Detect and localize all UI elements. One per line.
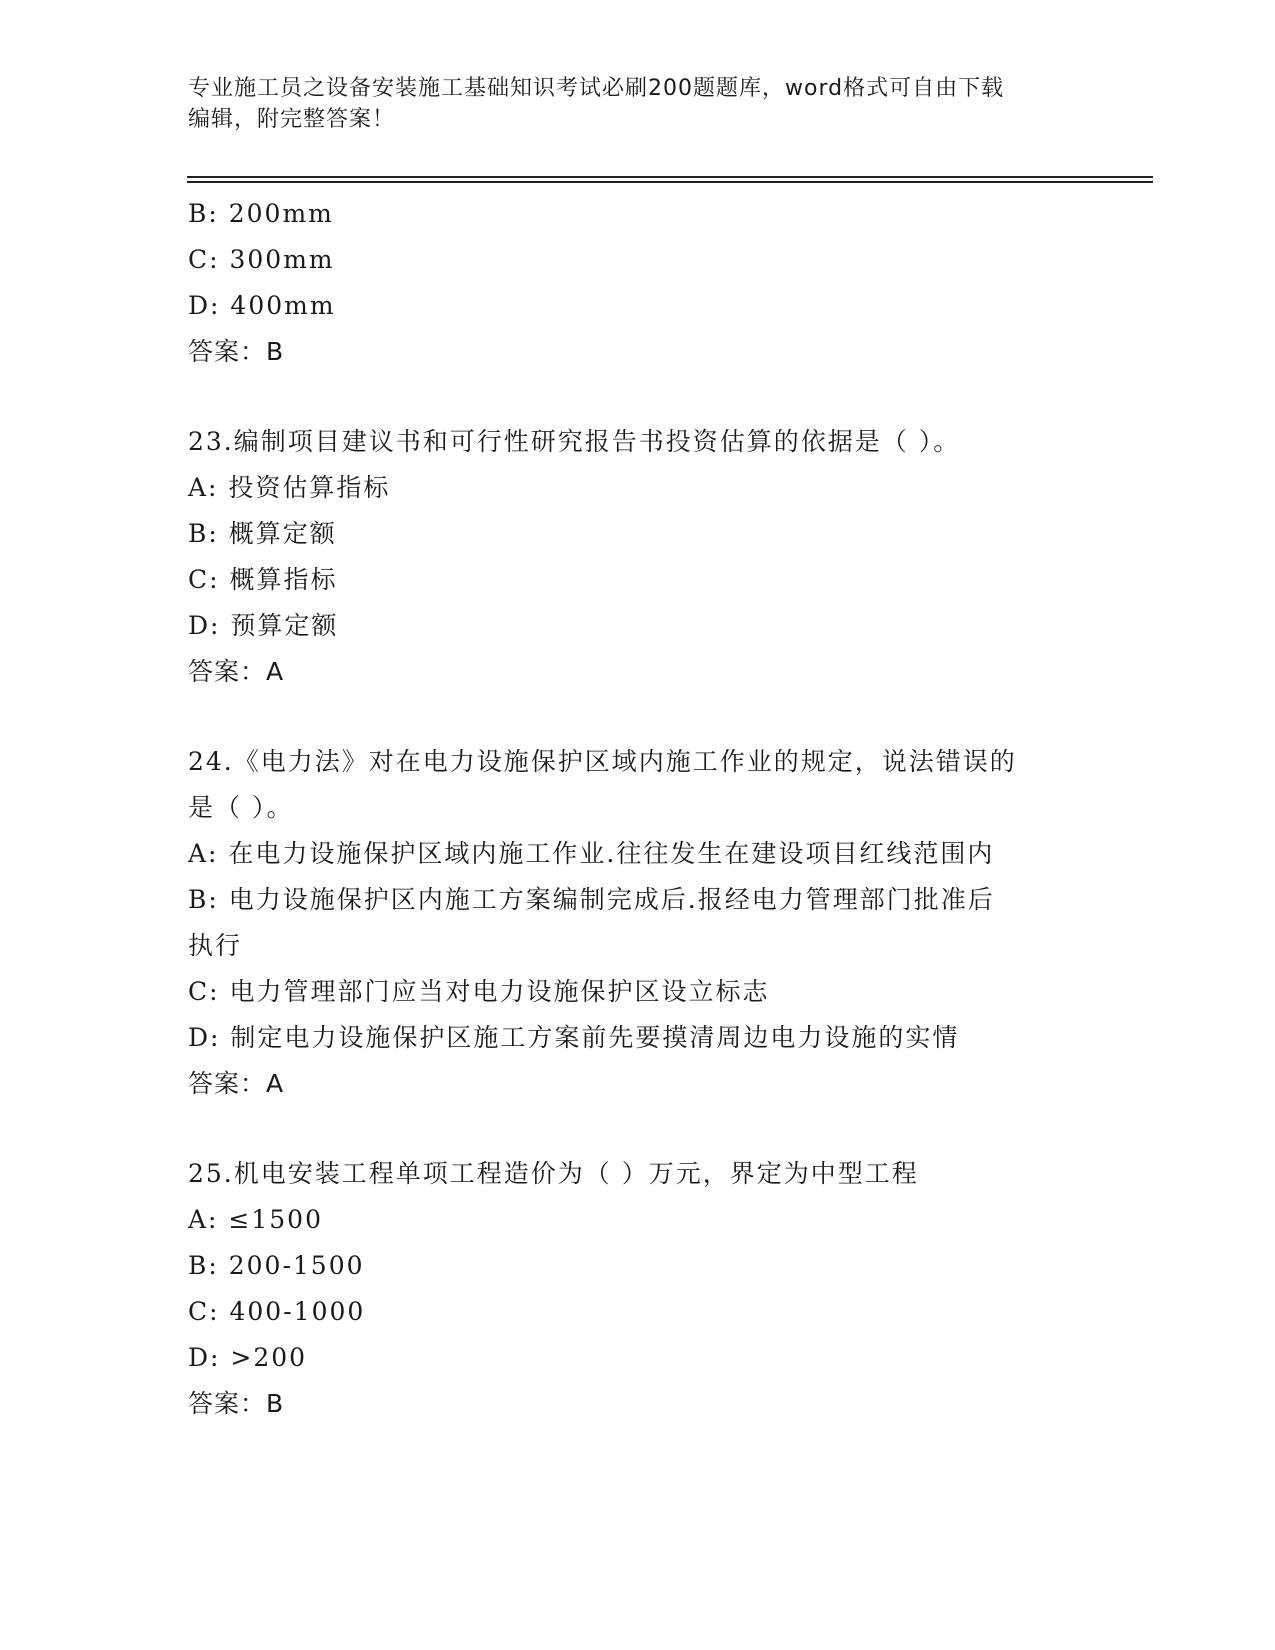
header-title-line-1: 专业施工员之设备安装施工基础知识考试必刷200题题库，word格式可自由下载 — [188, 76, 1005, 101]
option-c: C: 电力管理部门应当对电力设施保护区设立标志 — [188, 977, 770, 1006]
option-d: D: 预算定额 — [188, 611, 339, 640]
question-stem-line-2: 是（ ）。 — [188, 793, 294, 822]
option-b: B: 200-1500 — [188, 1251, 365, 1280]
answer-line: 答案：B — [188, 1389, 285, 1418]
document-header — [188, 73, 1088, 135]
option-d: D: 制定电力设施保护区施工方案前先要摸清周边电力设施的实情 — [188, 1023, 960, 1052]
question-25 — [188, 1151, 1088, 1427]
answer-line: 答案：A — [188, 657, 285, 686]
question-24 — [188, 739, 1088, 1107]
option-b: B: 200mm — [188, 199, 334, 228]
option-a: A: ≤1500 — [188, 1205, 323, 1234]
header-rule-top — [187, 176, 1153, 178]
option-b: B: 概算定额 — [188, 519, 337, 548]
option-b-line-2: 执行 — [188, 931, 243, 960]
option-a: A: 投资估算指标 — [188, 473, 391, 502]
answer-line: 答案：B — [188, 337, 285, 366]
question-list — [188, 191, 1088, 1427]
question-stem: 23.编制项目建议书和可行性研究报告书投资估算的依据是（ ）。 — [188, 427, 961, 456]
option-c: C: 300mm — [188, 245, 335, 274]
header-rule-bottom — [187, 181, 1153, 183]
option-d: D: 400mm — [188, 291, 336, 320]
header-title-line-2: 编辑，附完整答案！ — [188, 107, 396, 132]
question-23 — [188, 419, 1088, 695]
question-stem: 25.机电安装工程单项工程造价为（ ）万元，界定为中型工程 — [188, 1159, 919, 1188]
answer-line: 答案：A — [188, 1069, 285, 1098]
previous-question-block — [188, 191, 1088, 375]
option-c: C: 400-1000 — [188, 1297, 366, 1326]
option-d: D: >200 — [188, 1343, 308, 1372]
option-a: A: 在电力设施保护区域内施工作业.往往发生在建设项目红线范围内 — [188, 839, 995, 868]
question-gap — [188, 375, 1088, 419]
question-gap — [188, 695, 1088, 739]
question-gap — [188, 1107, 1088, 1151]
option-b-line-1: B: 电力设施保护区内施工方案编制完成后.报经电力管理部门批准后 — [188, 885, 995, 914]
question-stem-line-1: 24.《电力法》对在电力设施保护区域内施工作业的规定，说法错误的 — [188, 747, 1017, 776]
option-c: C: 概算指标 — [188, 565, 338, 594]
